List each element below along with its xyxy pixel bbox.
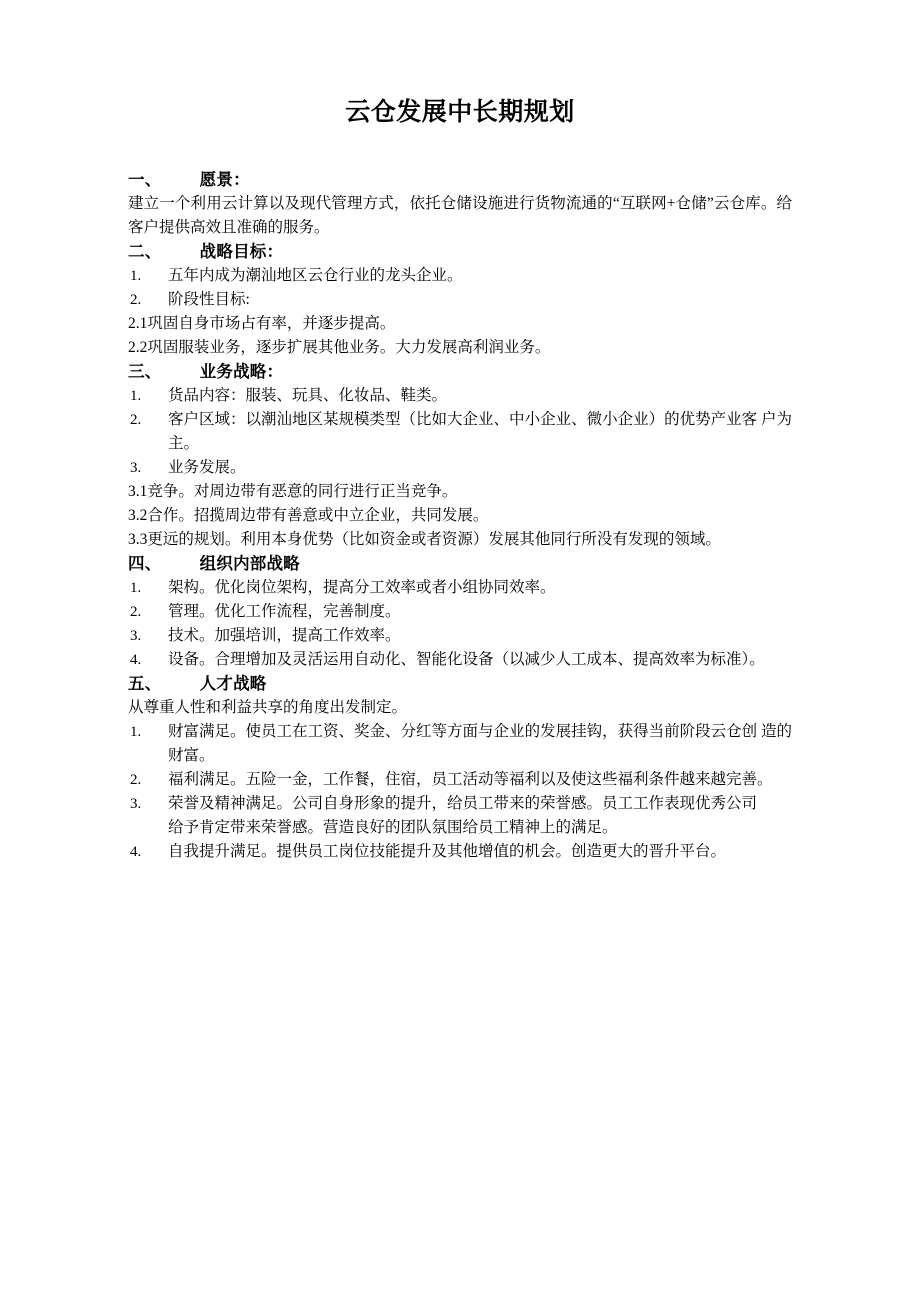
list-item-text: 荣誉及精神满足。公司自身形象的提升，给员工带来的荣誉感。员工工作表现优秀公司 — [168, 795, 758, 812]
list-item — [128, 648, 792, 672]
sub-paragraph: 2.2巩固服装业务，逐步扩展其他业务。大力发展高利润业务。 — [128, 339, 551, 356]
list-item — [128, 384, 792, 408]
list-item-text: 业务发展。 — [168, 459, 246, 476]
section-paragraph-talent: 从尊重人性和利益共享的角度出发制定。 — [128, 699, 408, 716]
list-item-number: 3. — [130, 796, 142, 812]
list-item — [128, 408, 792, 456]
page-title: 云仓发展中长期规划 — [345, 98, 575, 126]
document-body — [128, 0, 792, 864]
list-item-number: 1. — [130, 580, 142, 596]
list-item-text: 五年内成为潮汕地区云仓行业的龙头企业。 — [168, 267, 463, 284]
list-item-number: 2. — [130, 292, 142, 308]
list-item-text: 福利满足。五险一金，工作餐，住宿，员工活动等福利以及使这些福利条件越来越完善。 — [168, 771, 773, 788]
section-heading-business-strategy: 三、 业务战略： — [128, 363, 284, 381]
title-spacer — [128, 128, 792, 168]
list-item — [128, 768, 792, 792]
sub-paragraph: 2.1巩固自身市场占有率，并逐步提高。 — [128, 315, 396, 332]
list-item — [128, 792, 792, 816]
list-item-text: 财富满足。使员工在工资、奖金、分红等方面与企业的发展挂钩，获得当前阶段云仓创 造的财富。 — [168, 723, 792, 764]
list-item-text: 架构。优化岗位架构，提高分工效率或者小组协同效率。 — [168, 579, 556, 596]
list-item — [128, 264, 792, 288]
sub-paragraph: 3.3更远的规划。利用本身优势（比如资金或者资源）发展其他同行所没有发现的领域。 — [128, 531, 721, 548]
section-heading-internal-organization: 四、 组织内部战略 — [128, 555, 300, 573]
list-item-text: 客户区域：以潮汕地区某规模类型（比如大企业、中小企业、微小企业）的优势产业客 户为主。 — [168, 411, 792, 452]
list-item-number: 3. — [130, 628, 142, 644]
sub-paragraph: 3.1竞争。对周边带有恶意的同行进行正当竞争。 — [128, 483, 458, 500]
list-item — [128, 456, 792, 480]
list-item-text: 管理。优化工作流程，完善制度。 — [168, 603, 401, 620]
list-item — [128, 840, 792, 864]
list-item-number: 3. — [130, 460, 142, 476]
list-item-text: 自我提升满足。提供员工岗位技能提升及其他增值的机会。创造更大的晋升平台。 — [168, 843, 727, 860]
list-item-number: 2. — [130, 772, 142, 788]
list-item-text: 技术。加强培训，提高工作效率。 — [168, 627, 401, 644]
list-item-number: 1. — [130, 388, 142, 404]
list-item — [128, 576, 792, 600]
sub-paragraph: 3.2合作。招揽周边带有善意或中立企业，共同发展。 — [128, 507, 489, 524]
list-item-text: 阶段性目标: — [168, 291, 250, 308]
section-heading-talent-strategy: 五、 人才战略 — [128, 675, 267, 693]
list-item-text: 货品内容：服装、玩具、化妆品、鞋类。 — [168, 387, 448, 404]
section-heading-strategic-goals: 二、 战略目标： — [128, 243, 284, 261]
list-item-number: 2. — [130, 604, 142, 620]
list-item — [128, 624, 792, 648]
list-item — [128, 288, 792, 312]
list-item-number: 2. — [130, 412, 142, 428]
section-heading-vision: 一、 愿景： — [128, 171, 250, 189]
list-item-text: 设备。合理增加及灵活运用自动化、智能化设备（以减少人工成本、提高效率为标准）。 — [168, 651, 765, 668]
list-item-number: 1. — [130, 268, 142, 284]
list-item-number: 4. — [130, 652, 142, 668]
list-item — [128, 600, 792, 624]
list-item-number: 1. — [130, 724, 142, 740]
section-paragraph-vision: 建立一个利用云计算以及现代管理方式，依托仓储设施进行货物流通的“互联网+仓储”云仓库。给客户提供高效且准确的服务。 — [128, 195, 792, 236]
list-item-continuation: 给予肯定带来荣誉感。营造良好的团队氛围给员工精神上的满足。 — [168, 819, 618, 836]
list-item-number: 4. — [130, 844, 142, 860]
list-item — [128, 720, 792, 768]
